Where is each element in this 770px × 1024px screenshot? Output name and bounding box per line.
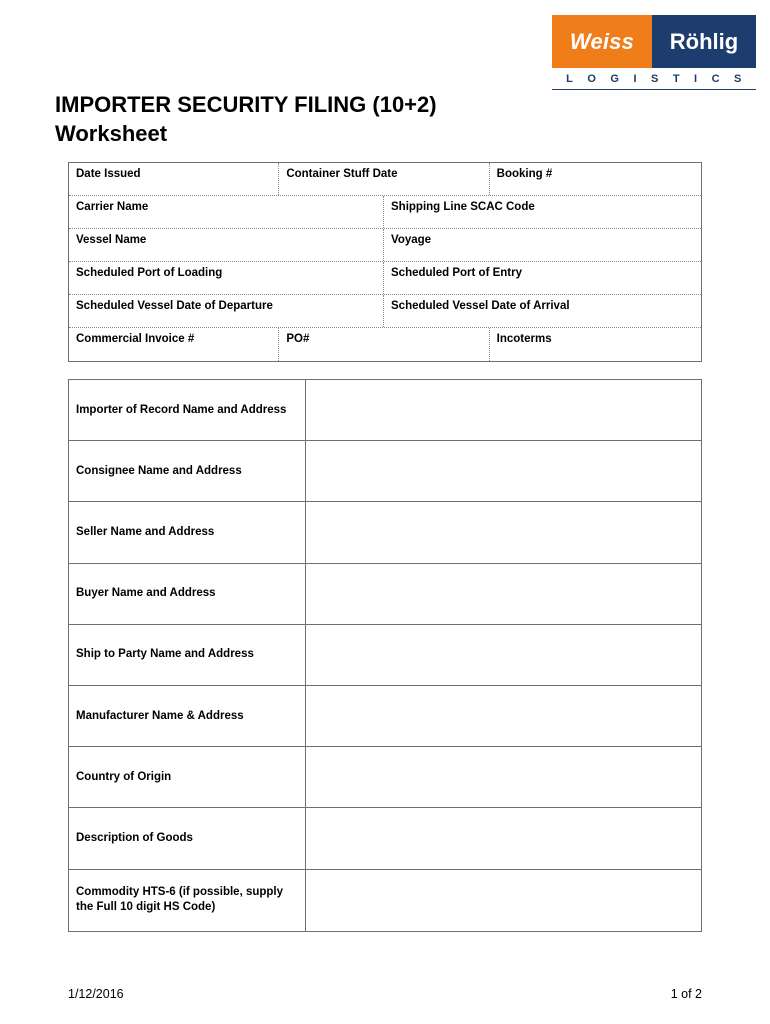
shipment-info-grid [68, 162, 702, 362]
row-label: Buyer Name and Address [69, 564, 306, 624]
grid-row [69, 262, 701, 295]
table-row [69, 686, 701, 747]
buyer-input[interactable] [306, 564, 701, 624]
port-of-loading-field[interactable]: Scheduled Port of Loading [69, 262, 384, 294]
seller-input[interactable] [306, 502, 701, 562]
table-row [69, 380, 701, 441]
manufacturer-input[interactable] [306, 686, 701, 746]
page-number: 1 of 2 [670, 987, 702, 1001]
row-label: Importer of Record Name and Address [69, 380, 306, 440]
incoterms-field[interactable]: Incoterms [496, 333, 552, 345]
booking-field[interactable]: Booking # [496, 168, 553, 180]
date-issued-field[interactable]: Date Issued [69, 163, 279, 195]
logo-logistics: LOGISTICS [552, 68, 756, 90]
row-label: Ship to Party Name and Address [69, 625, 306, 685]
table-row [69, 564, 701, 625]
table-row [69, 441, 701, 502]
title-line-2: Worksheet [55, 121, 168, 146]
po-field[interactable]: PO# [279, 328, 489, 361]
arrival-date-field[interactable]: Scheduled Vessel Date of Arrival [391, 300, 570, 312]
row-label: Commodity HTS-6 (if possible, supply the Full 10 digit HS Code) [69, 870, 306, 931]
ship-to-party-input[interactable] [306, 625, 701, 685]
grid-row [69, 163, 701, 196]
row-label: Consignee Name and Address [69, 441, 306, 501]
table-row [69, 808, 701, 869]
logo-weiss: Weiss [552, 15, 652, 68]
commodity-hts-input[interactable] [306, 870, 701, 931]
scac-code-field[interactable]: Shipping Line SCAC Code [391, 201, 535, 213]
grid-row [69, 295, 701, 328]
table-row [69, 502, 701, 563]
commercial-invoice-field[interactable]: Commercial Invoice # [69, 328, 279, 361]
footer-date: 1/12/2016 [68, 987, 124, 1001]
departure-date-field[interactable]: Scheduled Vessel Date of Departure [69, 295, 384, 327]
voyage-field[interactable]: Voyage [391, 234, 432, 246]
port-of-entry-field[interactable]: Scheduled Port of Entry [391, 267, 522, 279]
table-row [69, 625, 701, 686]
description-of-goods-input[interactable] [306, 808, 701, 868]
parties-table [68, 379, 702, 932]
country-of-origin-input[interactable] [306, 747, 701, 807]
page-title [55, 90, 437, 148]
grid-row [69, 328, 701, 361]
table-row [69, 870, 701, 931]
row-label: Manufacturer Name & Address [69, 686, 306, 746]
row-label: Country of Origin [69, 747, 306, 807]
row-label: Description of Goods [69, 808, 306, 868]
title-line-1: IMPORTER SECURITY FILING (10+2) [55, 92, 437, 117]
company-logo [552, 15, 756, 90]
vessel-name-field[interactable]: Vessel Name [69, 229, 384, 261]
consignee-input[interactable] [306, 441, 701, 501]
logo-rohlig: Röhlig [652, 15, 756, 68]
row-label: Seller Name and Address [69, 502, 306, 562]
table-row [69, 747, 701, 808]
container-stuff-date-field[interactable]: Container Stuff Date [279, 163, 489, 195]
grid-row [69, 196, 701, 229]
importer-of-record-input[interactable] [306, 380, 701, 440]
grid-row [69, 229, 701, 262]
carrier-name-field[interactable]: Carrier Name [69, 196, 384, 228]
